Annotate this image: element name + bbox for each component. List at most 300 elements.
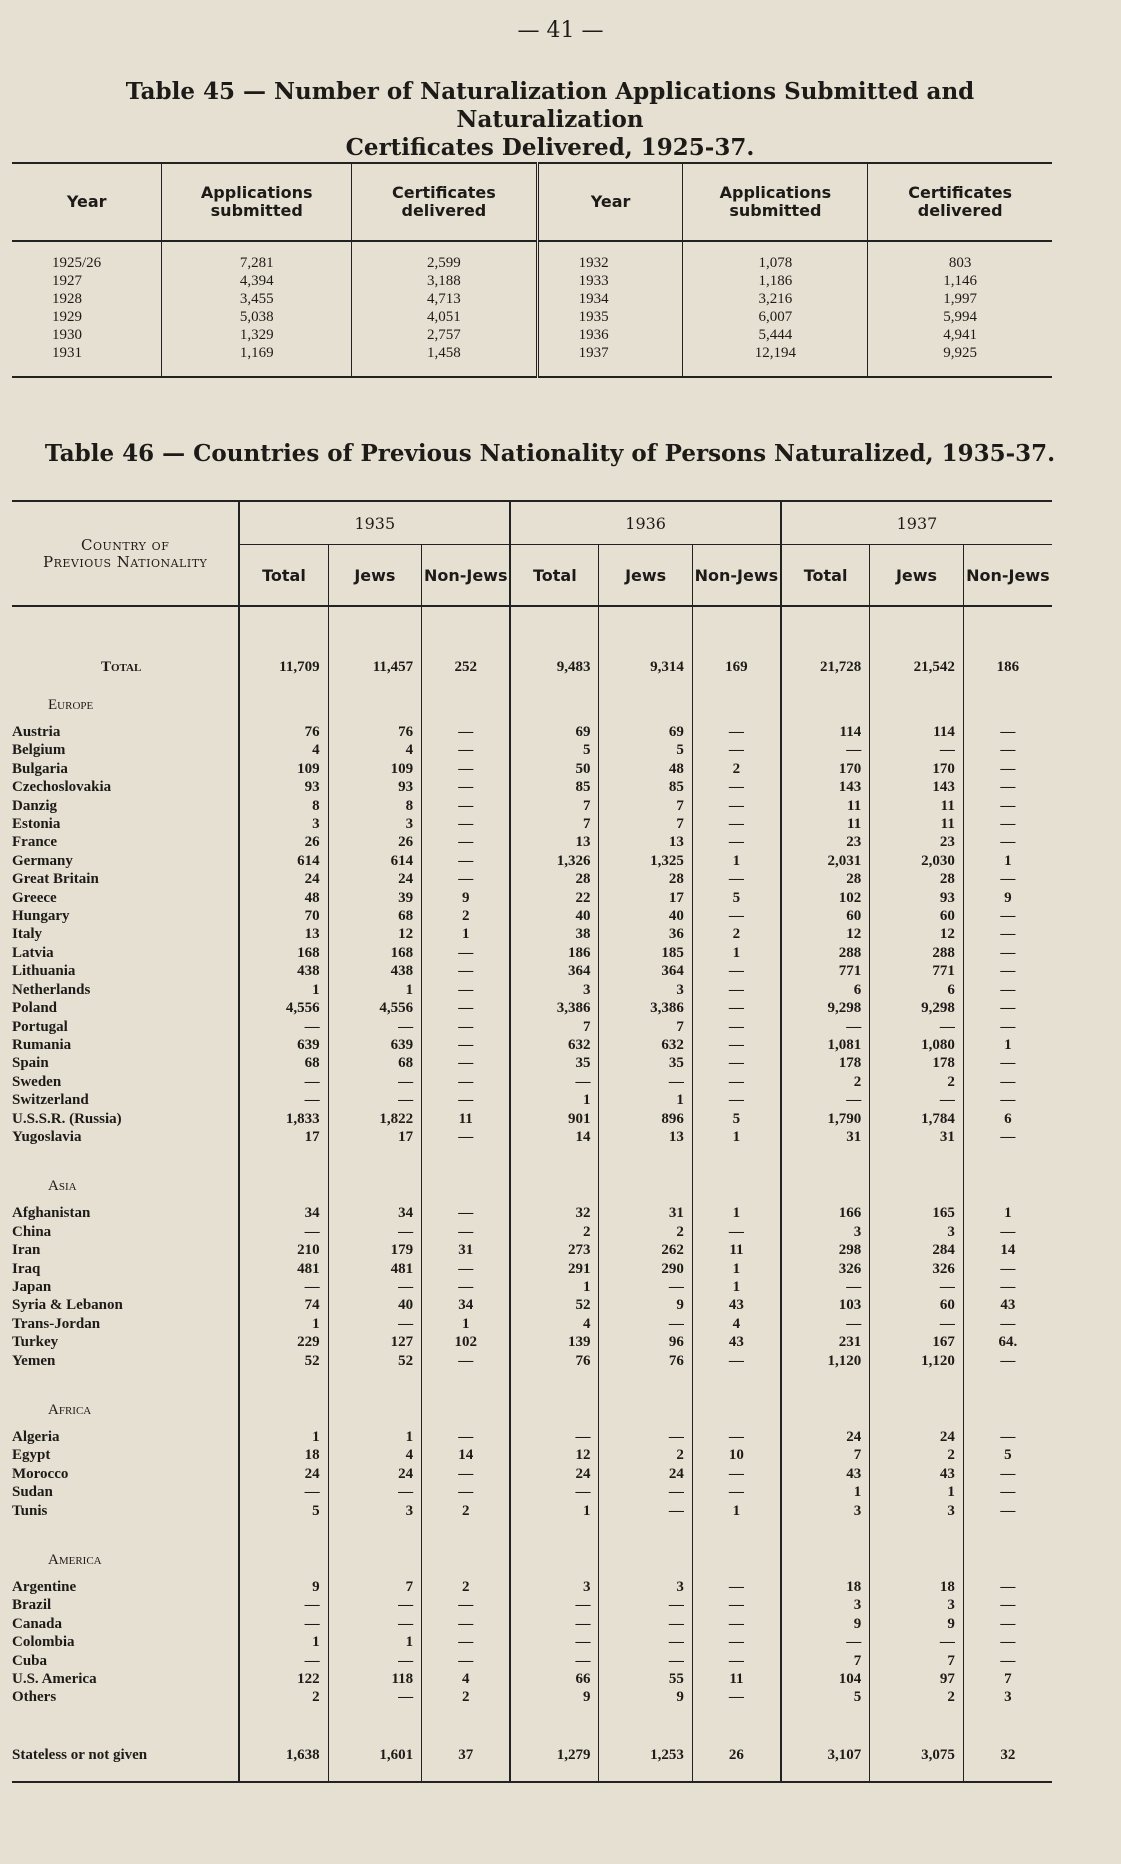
table-cell: 43 [870,1465,964,1483]
table-cell: 7 [510,797,599,815]
table-cell: 6 [781,981,870,999]
row-label: Sudan [12,1483,239,1501]
table-cell: 13 [510,833,599,851]
table-cell: 614 [239,852,328,870]
table-cell: — [1000,926,1016,943]
t46-subheader-1936-nonjews: Non-Jews [692,545,781,607]
table-row [12,1670,1052,1688]
table-cell: 1,638 [239,1729,328,1782]
table-cell: 12 [870,925,964,943]
table-cell: 3 [870,1502,964,1520]
table-cell: 4 [692,1315,781,1333]
table-cell: — [328,1018,422,1036]
table-cell: — [692,1633,781,1651]
table-cell: — [510,1652,599,1670]
row-label: Switzerland [12,1091,239,1109]
row-label: Iraq [12,1260,239,1278]
table-cell: — [422,815,511,833]
table-cell: 26 [692,1729,781,1782]
table-cell: 37 [422,1729,511,1782]
table-cell: 639 [239,1036,328,1054]
table-cell: 2 [422,1502,511,1520]
table-cell: — [239,1278,328,1296]
table-cell: — [1000,1502,1016,1519]
table-cell: 103 [781,1296,870,1314]
table-row [12,1091,1052,1109]
table-cell: — [1000,1055,1016,1072]
table-cell: 70 [239,907,328,925]
table-cell: 3 [510,1578,599,1596]
spacer-row [12,1520,1052,1542]
row-label: Poland [12,999,239,1017]
spacer-cell [422,687,511,723]
row-label: Czechoslovakia [12,778,239,796]
spacer-cell [870,687,964,723]
table-cell: — [328,1483,422,1501]
table-cell: 1,186 [758,273,793,289]
table-cell: 5,994 [943,309,978,325]
table-cell: — [422,962,511,980]
table-cell: 4,556 [239,999,328,1017]
table-cell: 14 [422,1446,511,1464]
spacer-cell [239,1707,328,1729]
table-cell: 18 [870,1578,964,1596]
table-cell: 2 [870,1073,964,1091]
table-45 [12,162,1052,378]
table-cell: 24 [870,1428,964,1446]
table-cell: 76 [510,1352,599,1370]
row-label: Algeria [12,1428,239,1446]
table-cell: 4 [328,741,422,759]
table-cell: — [599,1596,692,1614]
table-cell: 21,728 [781,606,870,687]
table-cell: — [599,1652,692,1670]
table-cell: 1931 [52,345,82,361]
table-cell: 9 [599,1688,692,1706]
table-cell: — [1000,834,1016,851]
table-cell: — [692,833,781,851]
spacer-cell [328,1370,422,1392]
table-cell: 7 [781,1652,870,1670]
spacer-cell [599,1370,692,1392]
table-cell: — [599,1278,692,1296]
spacer-cell [12,1520,239,1542]
table-cell: 1934 [578,291,609,307]
table-cell: 1 [328,1633,422,1651]
table-cell: 4,556 [328,999,422,1017]
row-label: Cuba [12,1652,239,1670]
table-cell: — [692,1578,781,1596]
table-cell: 1,458 [427,345,461,361]
spacer-cell [870,1146,964,1168]
table-cell: 5 [510,741,599,759]
row-label: Austria [12,723,239,741]
spacer-cell [963,1146,1052,1168]
table-cell: — [1000,1092,1016,1109]
table-cell: — [328,1315,422,1333]
spacer-cell [963,1520,1052,1542]
table-cell: 1,078 [758,255,793,271]
table-cell: 229 [239,1333,328,1351]
table-cell: 1936 [578,327,609,343]
table-cell: — [692,1428,781,1446]
table-row [12,1688,1052,1706]
table-cell: 48 [599,760,692,778]
spacer-cell [599,1168,692,1204]
table-cell: — [422,1428,511,1446]
table-45-title-line-2: Certificates Delivered, 1925-37. [345,134,755,161]
table-row [12,1223,1052,1241]
table-cell: — [328,1615,422,1633]
table-cell: — [692,1596,781,1614]
table-cell: — [692,741,781,759]
table-cell: 24 [328,1465,422,1483]
table-cell: 13 [239,925,328,943]
table-cell: 64. [998,1334,1018,1351]
spacer-cell [870,1520,964,1542]
table-cell: 28 [599,870,692,888]
table-cell: 3 [781,1502,870,1520]
table-cell: 40 [510,907,599,925]
spacer-cell [239,1392,328,1428]
t46-header-year-1937: 1937 [781,501,1052,545]
table-cell: 1 [781,1483,870,1501]
spacer-cell [510,1168,599,1204]
table-cell: — [1000,1465,1016,1482]
table-cell: 1 [692,1128,781,1146]
table-cell: 1 [239,1315,328,1333]
row-label: Stateless or not given [12,1729,239,1782]
spacer-cell [510,687,599,723]
t46-subheader-1937-total: Total [781,545,870,607]
table-cell: 9 [599,1296,692,1314]
table-cell: 68 [328,907,422,925]
table-row [12,1296,1052,1314]
table-cell: 2 [599,1446,692,1464]
table-cell: 24 [239,870,328,888]
table-cell: 24 [599,1465,692,1483]
table-cell: 23 [781,833,870,851]
table-cell: — [422,760,511,778]
spacer-cell [12,1370,239,1392]
spacer-cell [692,1370,781,1392]
spacer-cell [239,1370,328,1392]
row-label: U.S. America [12,1670,239,1688]
table-row [12,778,1052,796]
row-label: Portugal [12,1018,239,1036]
table-cell: 2 [422,1578,511,1596]
table-cell: 18 [781,1578,870,1596]
table-cell: 1 [692,1502,781,1520]
table-cell: 1,326 [510,852,599,870]
table-cell: — [1000,1597,1016,1614]
row-label: Italy [12,925,239,943]
table-cell: 14 [510,1128,599,1146]
table-cell: 104 [781,1670,870,1688]
row-label: Germany [12,852,239,870]
table-cell: — [422,1278,511,1296]
table-cell: 109 [239,760,328,778]
spacer-cell [692,687,781,723]
table-cell: 3 [870,1596,964,1614]
table-cell: 1 [328,981,422,999]
table-cell: 186 [510,944,599,962]
table-cell: 2,599 [427,255,461,271]
table-cell: 291 [510,1260,599,1278]
page-number: — 41 — [517,18,604,43]
table-cell: 5 [692,889,781,907]
t45-years-right [537,241,683,377]
t45-applications-right [683,241,868,377]
table-cell: 2,031 [781,852,870,870]
table-cell: 102 [781,889,870,907]
t46-subheader-1935-nonjews: Non-Jews [422,545,511,607]
spacer-cell [328,1392,422,1428]
table-cell: — [692,1352,781,1370]
table-cell: 9,298 [870,999,964,1017]
row-label: Afghanistan [12,1204,239,1222]
section-label: America [12,1542,239,1578]
row-label: Danzig [12,797,239,815]
table-cell: 1935 [578,309,609,325]
table-cell: — [422,1260,511,1278]
table-cell: 1 [328,1428,422,1446]
table-cell: 2 [422,907,511,925]
table-cell: 11 [422,1110,511,1128]
table-cell: — [1000,816,1016,833]
table-cell: 7 [870,1652,964,1670]
t46-subheader-1935-total: Total [239,545,328,607]
table-cell: 74 [239,1296,328,1314]
table-cell: 68 [239,1054,328,1072]
table-cell: — [870,741,964,759]
table-cell: — [692,1652,781,1670]
t45-applications-left [162,241,352,377]
table-cell: 50 [510,760,599,778]
table-cell: 3 [328,1502,422,1520]
table-cell: 11 [692,1670,781,1688]
spacer-cell [781,1370,870,1392]
table-cell: — [1000,1128,1016,1145]
table-cell: — [599,1615,692,1633]
table-cell: — [692,1465,781,1483]
table-cell: — [328,1278,422,1296]
table-cell: — [599,1073,692,1091]
row-label: Total [12,606,239,687]
table-cell: 3,188 [427,273,461,289]
table-cell: 60 [781,907,870,925]
table-cell: 76 [328,723,422,741]
table-row [12,1018,1052,1036]
table-cell: 1 [1004,1205,1012,1222]
table-row [12,1465,1052,1483]
table-cell: 1 [422,925,511,943]
t46-subheader-1935-jews: Jews [328,545,422,607]
table-cell: 7 [1004,1671,1012,1688]
table-cell: 5 [239,1502,328,1520]
table-cell: — [781,1278,870,1296]
table-cell: 31 [870,1128,964,1146]
table-cell: 290 [599,1260,692,1278]
table-row [12,1315,1052,1333]
table-row [12,833,1052,851]
table-cell: 7 [781,1446,870,1464]
table-cell: — [422,1036,511,1054]
table-cell: — [510,1596,599,1614]
spacer-cell [239,1542,328,1578]
table-cell: 28 [781,870,870,888]
table-cell: 1 [1004,1036,1012,1053]
table-cell: 8 [328,797,422,815]
table-row [12,1428,1052,1446]
table-cell: — [692,1223,781,1241]
table-row [12,1729,1052,1782]
spacer-cell [599,1520,692,1542]
table-cell: 35 [599,1054,692,1072]
spacer-cell [870,1707,964,1729]
table-row [12,1128,1052,1146]
table-cell: — [239,1615,328,1633]
table-cell: — [599,1483,692,1501]
table-row [12,1260,1052,1278]
table-cell: 38 [510,925,599,943]
row-label: Yemen [12,1352,239,1370]
table-cell: — [1000,944,1016,961]
table-row [12,1073,1052,1091]
table-cell: — [1000,1615,1016,1632]
table-cell: — [1000,1073,1016,1090]
table-cell: — [870,1018,964,1036]
table-cell: 1925/26 [52,255,102,271]
row-label: Great Britain [12,870,239,888]
table-cell: 96 [599,1333,692,1351]
spacer-cell [870,1370,964,1392]
table-cell: — [781,1633,870,1651]
table-cell: 1,120 [870,1352,964,1370]
table-row [12,723,1052,741]
table-cell: 1 [422,1315,511,1333]
spacer-cell [692,1168,781,1204]
table-cell: 1 [692,1278,781,1296]
table-cell: — [422,797,511,815]
spacer-cell [692,1520,781,1542]
table-cell: 10 [692,1446,781,1464]
table-cell: — [422,833,511,851]
table-cell: — [1000,1260,1016,1277]
row-label: Belgium [12,741,239,759]
table-cell: 7 [510,1018,599,1036]
spacer-cell [870,1168,964,1204]
table-cell: 771 [870,962,964,980]
table-cell: — [510,1428,599,1446]
table-cell: — [692,907,781,925]
spacer-cell [328,1542,422,1578]
table-cell: — [510,1615,599,1633]
table-cell: 5,038 [239,309,274,325]
table-cell: 9 [781,1615,870,1633]
table-cell: 93 [328,778,422,796]
section-header-row [12,1168,1052,1204]
spacer-cell [239,1168,328,1204]
table-cell: 3 [510,981,599,999]
table-cell: — [870,1278,964,1296]
spacer-cell [422,1542,511,1578]
table-cell: — [1000,779,1016,796]
table-cell: 1,997 [943,291,978,307]
table-cell: — [422,1352,511,1370]
spacer-cell [328,1168,422,1204]
table-cell: 12 [510,1446,599,1464]
row-label: Spain [12,1054,239,1072]
table-cell: 11 [781,797,870,815]
table-cell: 9 [1004,889,1012,906]
row-label: U.S.S.R. (Russia) [12,1110,239,1128]
spacer-cell [422,1520,511,1542]
table-cell: 11 [870,797,964,815]
table-cell: 273 [510,1241,599,1259]
table-row [12,907,1052,925]
table-cell: 9 [870,1615,964,1633]
table-cell: 1 [692,944,781,962]
table-row [12,1446,1052,1464]
table-cell: — [239,1223,328,1241]
table-cell: — [422,1633,511,1651]
table-cell: 139 [510,1333,599,1351]
table-cell: 1 [1004,852,1012,869]
table-cell: 7 [599,797,692,815]
table-cell: — [870,1315,964,1333]
table-cell: 3 [599,1578,692,1596]
table-cell: 143 [870,778,964,796]
table-cell: 9 [422,889,511,907]
table-cell: 1,146 [943,273,978,289]
table-cell: 17 [599,889,692,907]
table-row [12,1278,1052,1296]
section-header-row [12,1542,1052,1578]
table-cell: — [692,1054,781,1072]
row-label: Morocco [12,1465,239,1483]
table-cell: 127 [328,1333,422,1351]
table-cell: 1,329 [239,327,274,343]
table-cell: 4,713 [427,291,461,307]
table-cell: 52 [239,1352,328,1370]
table-cell: 1,253 [599,1729,692,1782]
table-cell: 326 [781,1260,870,1278]
table-cell: 166 [781,1204,870,1222]
table-cell: — [1000,1634,1016,1651]
table-cell: 5 [1004,1447,1012,1464]
spacer-row [12,1370,1052,1392]
row-label: Sweden [12,1073,239,1091]
table-cell: 12 [781,925,870,943]
table-row [12,999,1052,1017]
table-cell: 167 [870,1333,964,1351]
table-cell: 284 [870,1241,964,1259]
table-cell: — [422,1073,511,1091]
table-cell: 3,075 [870,1729,964,1782]
table-cell: 76 [239,723,328,741]
table-cell: 3,386 [599,999,692,1017]
table-cell: 185 [599,944,692,962]
table-cell: — [422,999,511,1017]
t45-years-left [12,241,162,377]
table-cell: — [422,870,511,888]
table-cell: 13 [599,1128,692,1146]
table-row [12,760,1052,778]
table-cell: 5 [781,1688,870,1706]
table-cell: 1 [599,1091,692,1109]
table-cell: — [510,1073,599,1091]
